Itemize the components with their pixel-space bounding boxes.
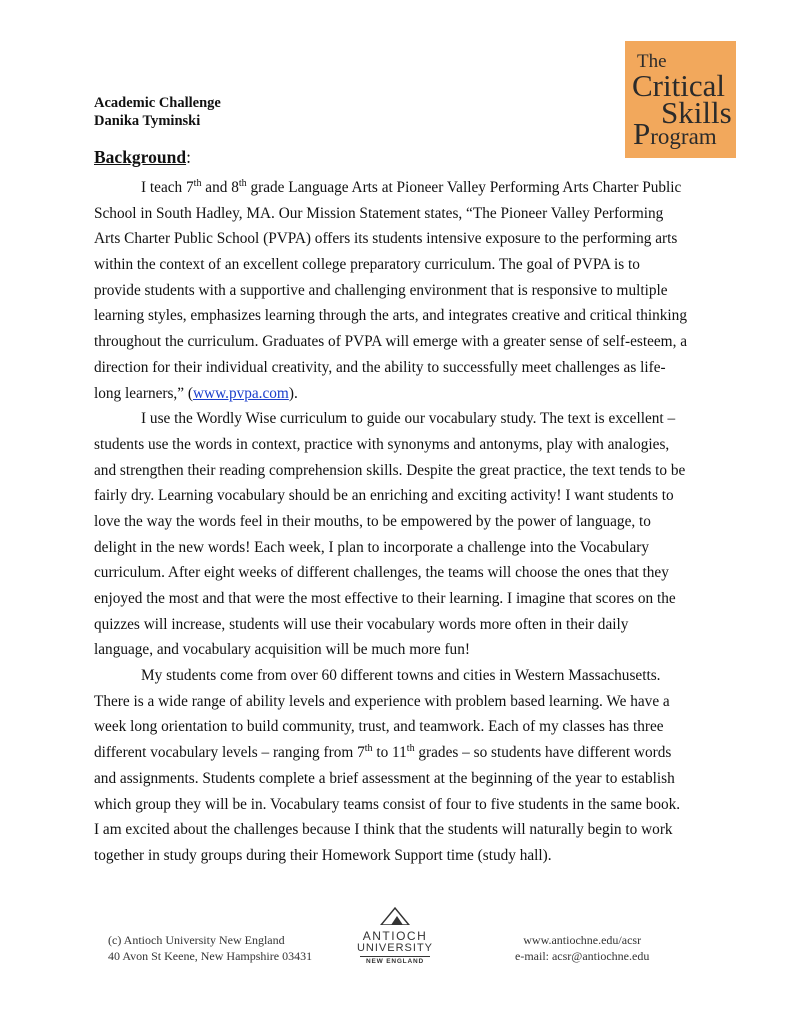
text-line: different vocabulary levels – ranging from 7th to 11th grades – so students have different words [94, 743, 672, 762]
text-line: and strengthen their reading comprehension skills. Despite the great practice, the text tends to be [94, 461, 686, 479]
text-line: My students come from over 60 different towns and cities in Western Massachusetts. [141, 667, 661, 685]
text-line: and assignments. Students complete a brief assessment at the beginning of the year to establish [94, 769, 675, 787]
text-line: I am excited about the challenges because I think that the students will naturally begin to work [94, 821, 673, 839]
text-line: throughout the curriculum. Graduates of PVPA will emerge with a greater sense of self-esteem, a [94, 333, 688, 351]
text-line: curriculum. After eight weeks of different challenges, the teams will choose the ones that they [94, 564, 669, 582]
section-heading: Background: [94, 147, 191, 167]
text-line: learning styles, emphasizes learning through the arts, and integrates creative and critical thinking [94, 307, 687, 325]
text-line: Arts Charter Public School (PVPA) offers its students intensive exposure to the performing arts [94, 230, 678, 248]
text-line: quizzes will increase, students will use their vocabulary words more often in their daily [94, 615, 629, 633]
logo-line-skills: Skills [661, 95, 732, 130]
document-header [94, 94, 221, 130]
document-body [94, 175, 704, 869]
text-line: fairly dry. Learning vocabulary should be an enriching and exciting activity! I want students to [94, 487, 674, 505]
antioch-mountain-icon [375, 905, 415, 925]
text-line: There is a wide range of ability levels and experience with problem based learning. We have a [94, 692, 670, 710]
document-title: Academic Challenge [94, 95, 221, 111]
antioch-logo: ANTIOCH UNIVERSITY NEW ENGLAND [352, 905, 438, 965]
text-line: enjoyed the most and that were the most effective to their learning. I imagine that scores on the [94, 590, 676, 607]
text-line: provide students with a supportive and challenging environment that is responsive to multiple [94, 281, 668, 299]
footer-contact: www.antiochne.edu/acsr e-mail: acsr@antiochne.edu [515, 933, 650, 963]
logo-line-the: The [637, 51, 667, 72]
critical-skills-logo [625, 41, 736, 158]
document-author: Danika Tyminski [94, 113, 201, 129]
text-line: direction for their individual creativity, and the ability to successfully meet challenges as life- [94, 358, 666, 376]
text-line: together in study groups during their Homework Support time (study hall). [94, 846, 552, 864]
text-line: School in South Hadley, MA. Our Mission Statement states, “The Pioneer Valley Performing [94, 204, 664, 222]
text-line: love the way the words feel in their mouths, to be empowered by the power of language, to [94, 512, 651, 530]
text-line: week long orientation to build community, trust, and teamwork. Each of my classes has three [94, 718, 664, 736]
pvpa-website-link[interactable]: www.pvpa.com [192, 384, 289, 402]
text-line: I teach 7th and 8th grade Language Arts at Pioneer Valley Performing Arts Charter Public [141, 177, 682, 196]
text-line: language, and vocabulary acquisition will be much more fun! [94, 641, 470, 659]
text-line: which group they will be in. Vocabulary teams consist of four to five students in the same book. [94, 795, 681, 813]
text-line: long learners,” (www.pvpa.com). [94, 384, 298, 402]
text-line: students use the words in context, practice with synonyms and antonyms, play with analogies, [94, 435, 670, 453]
text-line: delight in the new words! Each week, I plan to incorporate a challenge into the Vocabulary [94, 538, 650, 556]
text-line: I use the Wordly Wise curriculum to guide our vocabulary study. The text is excellent – [141, 410, 676, 428]
page-footer [0, 905, 791, 975]
text-line: within the context of an excellent college preparatory curriculum. The goal of PVPA is to [94, 256, 640, 274]
logo-line-critical: Critical [632, 68, 725, 103]
logo-line-program: Program [633, 116, 717, 151]
footer-address: (c) Antioch University New England 40 Avon St Keene, New Hampshire 03431 [108, 933, 313, 963]
